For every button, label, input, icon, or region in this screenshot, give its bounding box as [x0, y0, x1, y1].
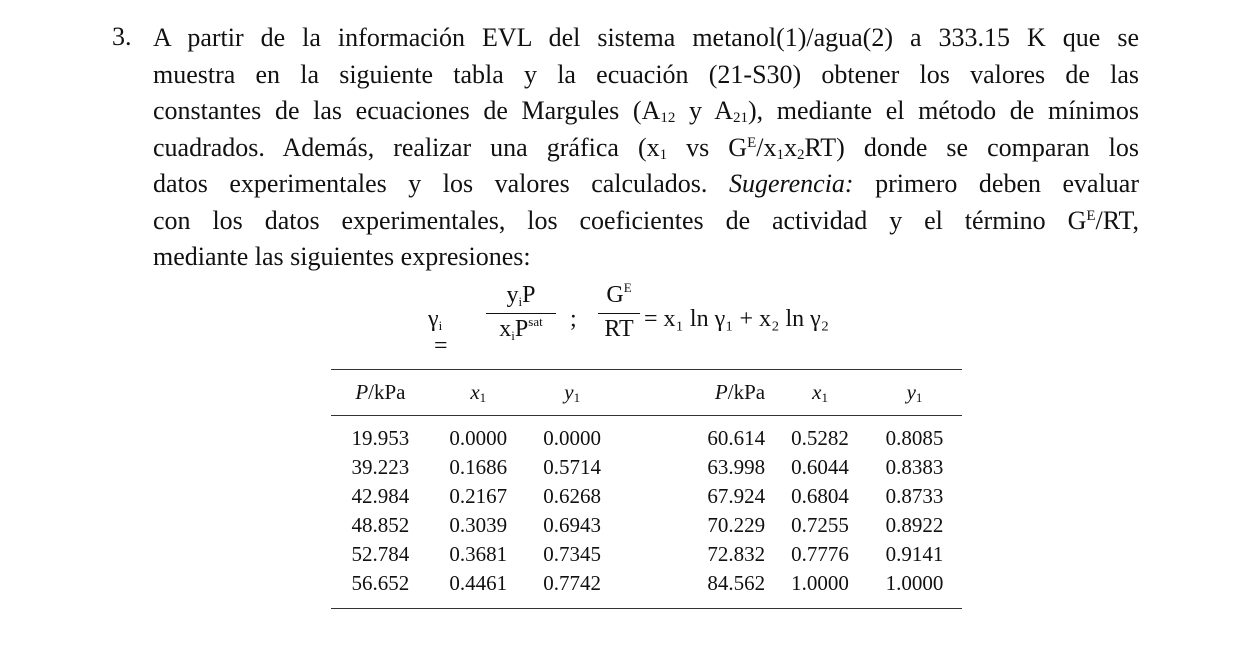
table-cell: 0.8085 — [885, 426, 944, 450]
col-header-pressure: P/kPa — [714, 380, 766, 404]
table-cell: 67.924 — [707, 484, 766, 508]
table-cell: 0.9141 — [885, 542, 944, 566]
gamma-lhs: $\gamma_i$ = — [428, 306, 448, 359]
table-cell: 48.852 — [351, 513, 410, 537]
table-cell: 0.7776 — [791, 542, 849, 566]
table-row — [331, 511, 962, 540]
table-cell: 0.2167 — [449, 484, 508, 508]
table-row — [331, 569, 962, 609]
table-cell: 39.223 — [351, 455, 410, 479]
col-header-y1: $y_1$ — [564, 380, 581, 405]
statement-line: A partir de la información EVL del sistema metanol(1)/agua(2) a 333.15 K que se — [153, 23, 1139, 52]
table-cell: 70.229 — [707, 513, 766, 537]
statement-line: cuadrados. Además, realizar una gráfica ($x_1$ vs $G^E/x_1x_2RT$) donde se comparan los — [153, 132, 1139, 163]
statement-line: mediante las siguientes expresiones: — [153, 242, 531, 271]
table-row — [331, 453, 962, 482]
table-row — [331, 482, 962, 511]
table-cell: 52.784 — [351, 542, 410, 566]
col-header-pressure: P/kPa — [355, 380, 406, 404]
table-cell: 42.984 — [351, 484, 410, 508]
table-cell: 0.6268 — [543, 484, 602, 508]
col-header-x1: $x_1$ — [470, 380, 487, 405]
table-cell: 0.0000 — [449, 426, 508, 450]
table-cell: 63.998 — [707, 455, 766, 479]
statement-line: muestra en la siguiente tabla y la ecuación (21-S30) obtener los valores de las — [153, 59, 1139, 89]
table-cell: 0.8383 — [885, 455, 944, 479]
excess-gibbs-fraction: $G^E$ RT — [598, 282, 640, 343]
table-cell: 1.0000 — [791, 571, 849, 595]
col-header-y1: $y_1$ — [906, 380, 923, 405]
table-cell: 1.0000 — [885, 571, 944, 595]
table-cell: 0.6044 — [791, 455, 849, 479]
table-row — [331, 416, 962, 454]
table-cell: 84.562 — [707, 571, 766, 595]
statement-line: datos experimentales y los valores calculados. Sugerencia: primero deben evaluar — [153, 169, 1139, 198]
excess-gibbs-rhs: = x₁ ln γ₁ + x₂ ln γ₂ — [644, 306, 830, 332]
vle-data-table — [331, 369, 962, 609]
col-header-x1: $x_1$ — [812, 380, 828, 405]
table-cell: 0.5282 — [791, 426, 849, 450]
table-cell: 56.652 — [351, 571, 410, 595]
table-cell: 0.1686 — [449, 455, 508, 479]
statement-line: con los datos experimentales, los coeficientes de actividad y el término $G^E/RT$, — [153, 205, 1139, 235]
table-row — [331, 540, 962, 569]
table-cell: 0.0000 — [543, 426, 602, 450]
table-cell: 60.614 — [707, 426, 766, 450]
table-cell: 0.7742 — [543, 571, 602, 595]
problem-number: 3. — [112, 22, 132, 51]
separator: ; — [570, 306, 577, 332]
table-cell: 0.8922 — [885, 513, 944, 537]
table-cell: 0.3039 — [449, 513, 508, 537]
table-cell: 0.4461 — [449, 571, 508, 595]
table-header-row — [331, 370, 962, 416]
statement-line: constantes de las ecuaciones de Margules ($A_{12}$ y $A_{21}$), mediante el método de mínimos — [153, 96, 1139, 126]
table-cell: 0.8733 — [885, 484, 944, 508]
table-cell: 72.832 — [707, 542, 766, 566]
table-cell: 0.7345 — [543, 542, 602, 566]
table-cell: 0.7255 — [791, 513, 849, 537]
problem-statement — [153, 20, 1139, 276]
table-cell: 0.6804 — [791, 484, 849, 508]
table-cell: 0.5714 — [543, 455, 602, 479]
table-cell: 0.6943 — [543, 513, 602, 537]
table-cell: 19.953 — [351, 426, 410, 450]
activity-fraction: $y_iP$ $x_iP^{sat}$ — [486, 282, 556, 343]
table-cell: 0.3681 — [449, 542, 508, 566]
